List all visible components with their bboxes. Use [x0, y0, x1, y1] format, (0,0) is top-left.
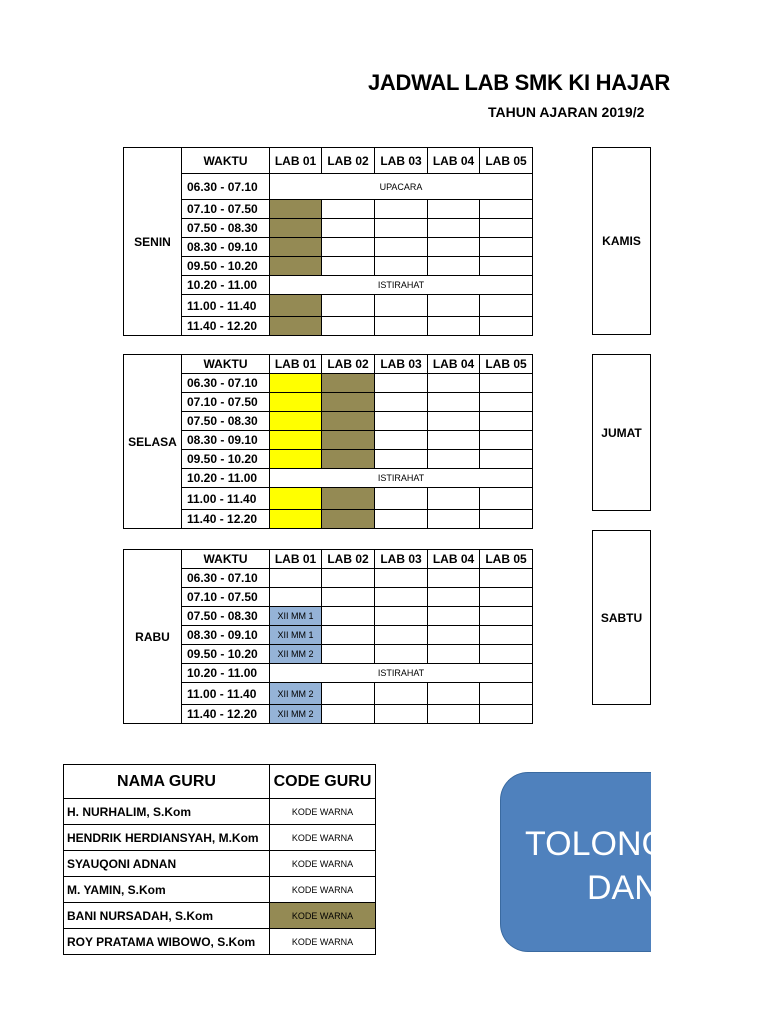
schedule-cell[interactable]: [428, 412, 480, 431]
schedule-cell[interactable]: [428, 238, 480, 257]
schedule-cell[interactable]: [428, 295, 480, 317]
time-slot: 08.30 - 09.10: [182, 626, 270, 645]
tolong-button-line1: TOLONG: [525, 825, 668, 863]
schedule-cell[interactable]: [480, 645, 533, 664]
guru-name: BANI NURSADAH, S.Kom: [64, 903, 270, 929]
schedule-cell[interactable]: [322, 450, 375, 469]
schedule-cell[interactable]: [322, 683, 375, 705]
time-slot: 06.30 - 07.10: [182, 374, 270, 393]
schedule-cell[interactable]: [480, 238, 533, 257]
class-cell[interactable]: XII MM 1: [270, 626, 322, 645]
guru-name: SYAUQONI ADNAN: [64, 851, 270, 877]
day-label-senin: SENIN: [124, 148, 182, 336]
day-label-jumat: JUMAT: [601, 425, 642, 440]
schedule-cell[interactable]: [375, 412, 428, 431]
schedule-cell[interactable]: [428, 705, 480, 724]
schedule-cell[interactable]: [322, 412, 375, 431]
time-slot: 08.30 - 09.10: [182, 431, 270, 450]
schedule-cell[interactable]: [322, 705, 375, 724]
schedule-cell[interactable]: [322, 295, 375, 317]
schedule-cell[interactable]: [480, 200, 533, 219]
guru-code: KODE WARNA: [270, 825, 376, 851]
schedule-cell[interactable]: [322, 317, 375, 336]
schedule-cell[interactable]: [480, 412, 533, 431]
schedule-cell[interactable]: [270, 510, 322, 529]
day-box-sabtu: [592, 530, 651, 705]
header-lab-05: LAB 05: [480, 550, 533, 569]
schedule-cell[interactable]: [322, 626, 375, 645]
schedule-cell[interactable]: [480, 626, 533, 645]
schedule-cell[interactable]: [375, 510, 428, 529]
guru-code: KODE WARNA: [270, 877, 376, 903]
schedule-cell[interactable]: [270, 219, 322, 238]
time-slot: 10.20 - 11.00: [182, 469, 270, 488]
header-lab-04: LAB 04: [428, 148, 480, 174]
schedule-cell[interactable]: [270, 588, 322, 607]
schedule-cell[interactable]: [270, 450, 322, 469]
time-slot: 11.40 - 12.20: [182, 510, 270, 529]
header-lab-04: LAB 04: [428, 550, 480, 569]
schedule-cell[interactable]: [428, 488, 480, 510]
schedule-cell[interactable]: [428, 626, 480, 645]
schedule-cell[interactable]: [480, 607, 533, 626]
header-lab-04: LAB 04: [428, 355, 480, 374]
time-slot: 09.50 - 10.20: [182, 450, 270, 469]
header-lab-05: LAB 05: [480, 355, 533, 374]
schedule-cell[interactable]: [375, 393, 428, 412]
schedule-cell[interactable]: [322, 257, 375, 276]
time-slot: 07.50 - 08.30: [182, 412, 270, 431]
header-lab-02: LAB 02: [322, 550, 375, 569]
schedule-selasa: [123, 354, 533, 529]
schedule-cell[interactable]: [322, 488, 375, 510]
schedule-rabu: [123, 549, 533, 724]
schedule-cell[interactable]: [375, 626, 428, 645]
schedule-cell[interactable]: [480, 510, 533, 529]
schedule-cell[interactable]: [480, 450, 533, 469]
tolong-button-line2: DAN: [587, 869, 659, 907]
schedule-cell[interactable]: [375, 238, 428, 257]
schedule-cell[interactable]: [375, 317, 428, 336]
header-lab-01: LAB 01: [270, 148, 322, 174]
time-slot: 10.20 - 11.00: [182, 664, 270, 683]
schedule-cell[interactable]: [480, 705, 533, 724]
schedule-senin: [123, 147, 533, 336]
header-lab-01: LAB 01: [270, 355, 322, 374]
guru-name: HENDRIK HERDIANSYAH, M.Kom: [64, 825, 270, 851]
header-waktu: WAKTU: [182, 550, 270, 569]
schedule-cell[interactable]: [428, 393, 480, 412]
schedule-cell[interactable]: [428, 200, 480, 219]
guru-name: H. NURHALIM, S.Kom: [64, 799, 270, 825]
day-label-selasa: SELASA: [124, 355, 182, 529]
time-slot: 07.10 - 07.50: [182, 588, 270, 607]
schedule-cell[interactable]: [375, 607, 428, 626]
schedule-cell[interactable]: [428, 374, 480, 393]
schedule-cell[interactable]: [428, 219, 480, 238]
schedule-cell[interactable]: [375, 705, 428, 724]
istirahat-cell: ISTIRAHAT: [270, 664, 533, 683]
guru-code: KODE WARNA: [270, 903, 376, 929]
time-slot: 07.50 - 08.30: [182, 219, 270, 238]
schedule-cell[interactable]: [270, 374, 322, 393]
schedule-cell[interactable]: [322, 374, 375, 393]
page-title: JADWAL LAB SMK KI HAJAR: [368, 70, 670, 95]
schedule-cell[interactable]: [322, 393, 375, 412]
guru-code: KODE WARNA: [270, 799, 376, 825]
schedule-cell[interactable]: [375, 374, 428, 393]
schedule-cell[interactable]: [375, 450, 428, 469]
schedule-cell[interactable]: [428, 257, 480, 276]
class-cell[interactable]: XII MM 2: [270, 645, 322, 664]
guru-code: KODE WARNA: [270, 929, 376, 955]
day-box-kamis: [592, 147, 651, 335]
time-slot: 07.50 - 08.30: [182, 607, 270, 626]
upacara-cell: UPACARA: [270, 174, 533, 200]
schedule-cell[interactable]: [270, 569, 322, 588]
header-lab-01: LAB 01: [270, 550, 322, 569]
class-cell[interactable]: XII MM 2: [270, 683, 322, 705]
header-lab-05: LAB 05: [480, 148, 533, 174]
time-slot: 11.40 - 12.20: [182, 705, 270, 724]
schedule-cell[interactable]: [480, 683, 533, 705]
guru-name: ROY PRATAMA WIBOWO, S.Kom: [64, 929, 270, 955]
schedule-cell[interactable]: [375, 200, 428, 219]
header-lab-03: LAB 03: [375, 550, 428, 569]
schedule-cell[interactable]: [322, 645, 375, 664]
schedule-cell[interactable]: [480, 488, 533, 510]
guru-table: [63, 764, 376, 955]
istirahat-cell: ISTIRAHAT: [270, 469, 533, 488]
schedule-cell[interactable]: [270, 393, 322, 412]
schedule-cell[interactable]: [480, 257, 533, 276]
header-lab-02: LAB 02: [322, 148, 375, 174]
header-lab-03: LAB 03: [375, 148, 428, 174]
class-cell[interactable]: XII MM 1: [270, 607, 322, 626]
time-slot: 11.40 - 12.20: [182, 317, 270, 336]
guru-header-code: CODE GURU: [270, 765, 376, 799]
class-cell[interactable]: XII MM 2: [270, 705, 322, 724]
time-slot: 11.00 - 11.40: [182, 683, 270, 705]
schedule-cell[interactable]: [322, 569, 375, 588]
schedule-cell[interactable]: [480, 219, 533, 238]
day-label-rabu: RABU: [124, 550, 182, 724]
schedule-cell[interactable]: [322, 588, 375, 607]
day-label-kamis: KAMIS: [602, 234, 641, 248]
schedule-cell[interactable]: [428, 588, 480, 607]
schedule-cell[interactable]: [322, 219, 375, 238]
schedule-cell[interactable]: [428, 431, 480, 450]
schedule-cell[interactable]: [480, 317, 533, 336]
schedule-cell[interactable]: [480, 588, 533, 607]
time-slot: 08.30 - 09.10: [182, 238, 270, 257]
time-slot: 10.20 - 11.00: [182, 276, 270, 295]
header-lab-02: LAB 02: [322, 355, 375, 374]
header-lab-03: LAB 03: [375, 355, 428, 374]
time-slot: 06.30 - 07.10: [182, 569, 270, 588]
schedule-cell[interactable]: [480, 569, 533, 588]
schedule-cell[interactable]: [270, 431, 322, 450]
schedule-cell[interactable]: [375, 588, 428, 607]
schedule-cell[interactable]: [322, 607, 375, 626]
schedule-cell[interactable]: [270, 488, 322, 510]
day-box-jumat: [592, 354, 651, 511]
guru-code: KODE WARNA: [270, 851, 376, 877]
schedule-cell[interactable]: [270, 257, 322, 276]
schedule-cell[interactable]: [428, 683, 480, 705]
schedule-cell[interactable]: [375, 645, 428, 664]
schedule-cell[interactable]: [428, 607, 480, 626]
schedule-cell[interactable]: [270, 412, 322, 431]
schedule-cell[interactable]: [375, 569, 428, 588]
schedule-cell[interactable]: [428, 569, 480, 588]
header-waktu: WAKTU: [182, 148, 270, 174]
time-slot: 07.10 - 07.50: [182, 200, 270, 219]
schedule-cell[interactable]: [480, 393, 533, 412]
schedule-cell[interactable]: [428, 510, 480, 529]
schedule-cell[interactable]: [375, 295, 428, 317]
schedule-cell[interactable]: [322, 510, 375, 529]
schedule-cell[interactable]: [270, 200, 322, 219]
page-subtitle: TAHUN AJARAN 2019/2: [488, 104, 645, 120]
header-waktu: WAKTU: [182, 355, 270, 374]
schedule-cell[interactable]: [375, 683, 428, 705]
time-slot: 07.10 - 07.50: [182, 393, 270, 412]
schedule-cell[interactable]: [322, 431, 375, 450]
guru-name: M. YAMIN, S.Kom: [64, 877, 270, 903]
schedule-cell[interactable]: [375, 219, 428, 238]
time-slot: 11.00 - 11.40: [182, 295, 270, 317]
time-slot: 09.50 - 10.20: [182, 257, 270, 276]
schedule-cell[interactable]: [428, 450, 480, 469]
schedule-cell[interactable]: [270, 295, 322, 317]
time-slot: 09.50 - 10.20: [182, 645, 270, 664]
schedule-cell[interactable]: [480, 295, 533, 317]
schedule-cell[interactable]: [375, 431, 428, 450]
schedule-cell[interactable]: [270, 317, 322, 336]
schedule-cell[interactable]: [480, 374, 533, 393]
istirahat-cell: ISTIRAHAT: [270, 276, 533, 295]
schedule-cell[interactable]: [428, 645, 480, 664]
schedule-cell[interactable]: [428, 317, 480, 336]
guru-header-name: NAMA GURU: [64, 765, 270, 799]
schedule-cell[interactable]: [270, 238, 322, 257]
schedule-cell[interactable]: [480, 431, 533, 450]
schedule-cell[interactable]: [322, 200, 375, 219]
time-slot: 11.00 - 11.40: [182, 488, 270, 510]
schedule-cell[interactable]: [375, 488, 428, 510]
schedule-cell[interactable]: [322, 238, 375, 257]
schedule-cell[interactable]: [375, 257, 428, 276]
tolong-button[interactable]: [500, 772, 668, 952]
day-label-sabtu: SABTU: [600, 610, 643, 625]
time-slot: 06.30 - 07.10: [182, 174, 270, 200]
